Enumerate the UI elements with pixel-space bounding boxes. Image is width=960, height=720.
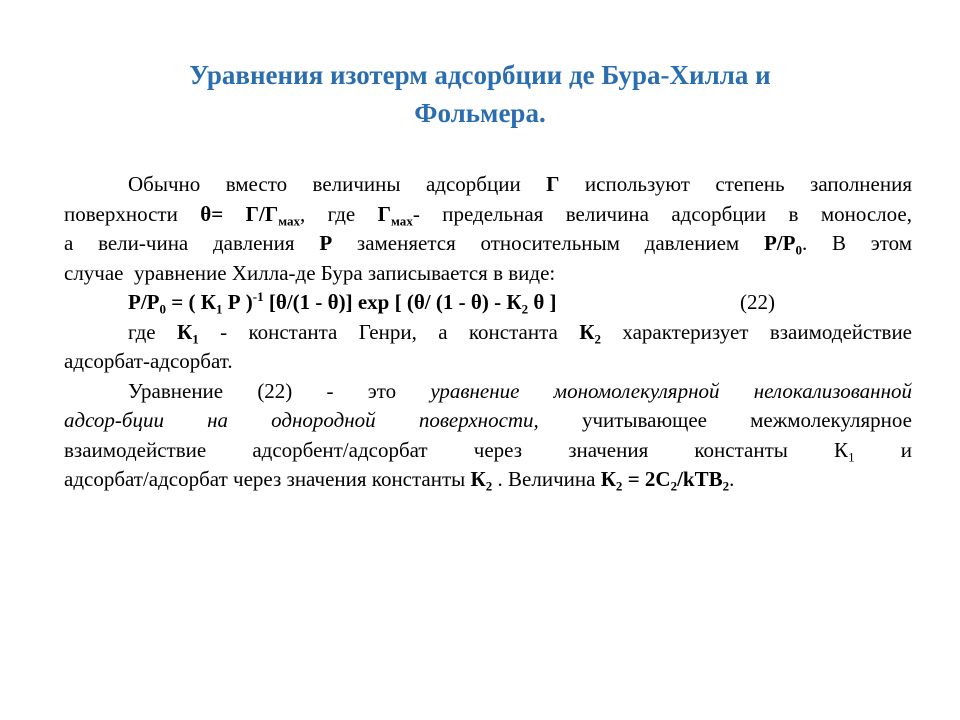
title-line-2: Фольмера. bbox=[414, 98, 546, 128]
para1-line-4: случае уравнение Хилла-де Бура записывается в виде: bbox=[64, 260, 556, 285]
para1-line-3: а вели-чина давления Р заменяется относительным давлением $Р/Р_0$. В этом bbox=[64, 231, 912, 258]
para2-line-2: адсорбат-адсорбат. bbox=[64, 349, 233, 373]
para2-line-1: где $К_1$ - константа Генри, а константа $К_2$ характеризует взаимодействие bbox=[128, 319, 913, 347]
para3-line-3: взаимодействие адсорбент/адсорбат через значения константы $К_1$ и bbox=[64, 437, 912, 465]
title-line-1: Уравнения изотерм адсорбции де Бура-Хилла и bbox=[189, 60, 771, 90]
equation-number: (22) bbox=[740, 290, 775, 314]
para3-line-1: Уравнение (22) - это уравнение мономолекулярной нелокализованной bbox=[128, 378, 912, 403]
para1-line-2: поверхности $\theta= Г/Г_{мах}$, где $Г_{мах}-$ предельная величина адсорбции в монослое, bbox=[64, 201, 912, 229]
para3-line-4: адсорбат/адсорбат через значения константы $К_2$ . Величина $К_2 = 2С_2/kТВ_2$. bbox=[64, 467, 735, 494]
para1-line-1: Обычно вместо величины адсорбции Г используют степень заполнения bbox=[128, 172, 912, 196]
slide-body bbox=[64, 170, 912, 495]
slide-title bbox=[80, 56, 880, 132]
para3-line-2: адсор-бции на однородной поверхности, учитывающее межмолекулярное bbox=[64, 408, 912, 432]
equation-22: $Р/Р_0$ = ( $К_1$ Р )$^{-1}$ [θ/(1 - θ)] exp [ (θ/ $(1 - \theta) - К_2$ θ ] (22) bbox=[128, 289, 775, 317]
